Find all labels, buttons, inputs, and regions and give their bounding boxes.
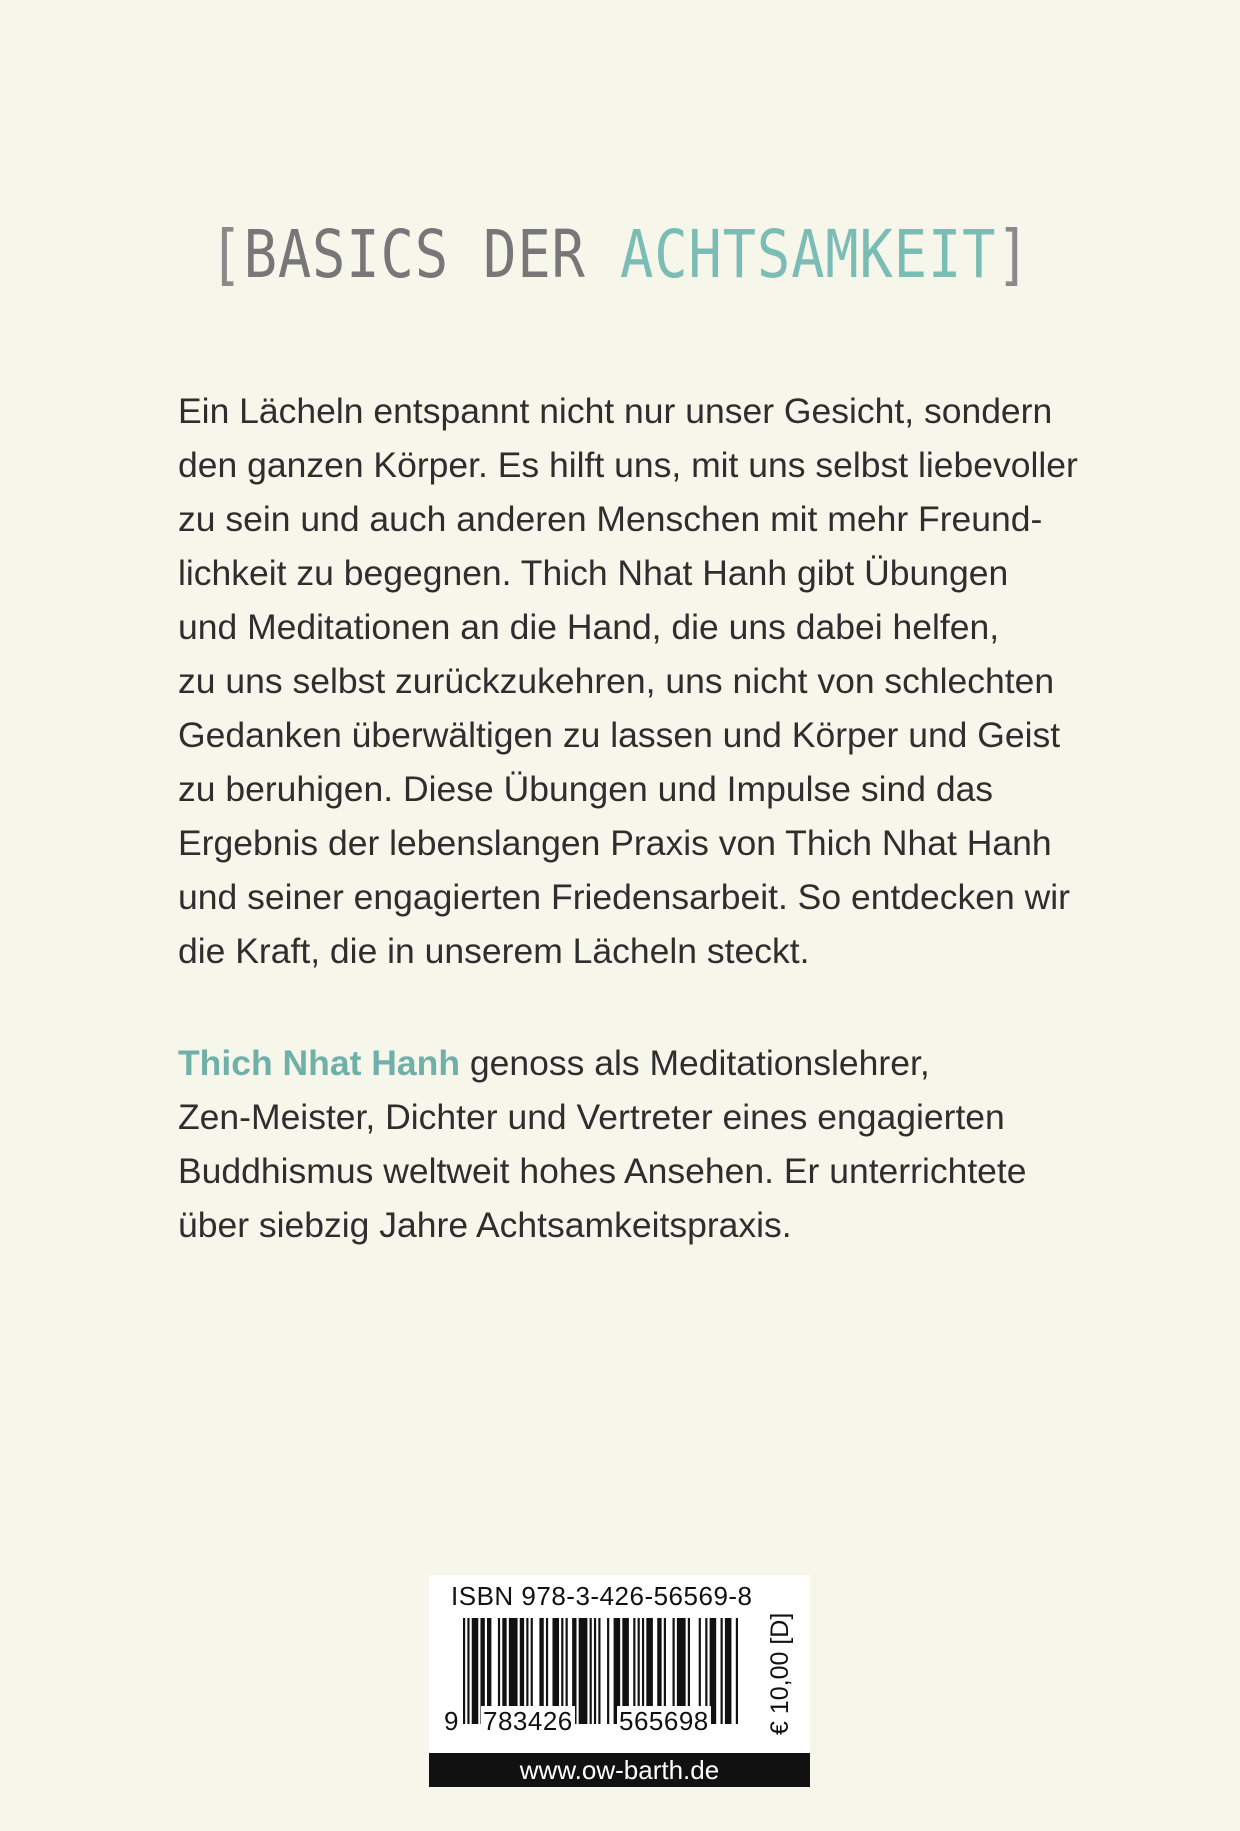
cover-heading bbox=[99, 216, 1141, 293]
bio-line bbox=[178, 1036, 1098, 1090]
heading-achtsamkeit: ACHTSAMKEIT bbox=[620, 216, 997, 293]
barcode-bar bbox=[579, 1618, 588, 1724]
bio-line: über siebzig Jahre Achtsamkeitspraxis. bbox=[178, 1205, 792, 1245]
bio-first-line-rest: genoss als Meditationslehrer, bbox=[460, 1043, 930, 1083]
barcode-bar bbox=[598, 1618, 600, 1724]
blurb-line: Ein Lächeln entspannt nicht nur unser Gesicht, sondern bbox=[178, 391, 1053, 431]
ean-left-digits: 783426 bbox=[483, 1706, 573, 1736]
ean-right-digits: 565698 bbox=[619, 1706, 709, 1736]
barcode-bar bbox=[721, 1618, 723, 1724]
blurb-line: zu uns selbst zurückzukehren, uns nicht von schlechten bbox=[178, 661, 1055, 701]
heading-close-bracket: ] bbox=[996, 216, 1031, 293]
barcode-bar bbox=[472, 1618, 479, 1724]
blurb-line: zu sein und auch anderen Menschen mit mehr Freund- bbox=[178, 499, 1043, 539]
barcode-box bbox=[429, 1575, 810, 1753]
barcode-bar bbox=[736, 1618, 738, 1724]
price-label: € 10,00 [D] bbox=[766, 1612, 794, 1735]
ean-first-digit: 9 bbox=[444, 1706, 459, 1736]
barcode-bar bbox=[607, 1618, 609, 1724]
barcode-bar bbox=[725, 1618, 732, 1724]
blurb-line: zu beruhigen. Diese Übungen und Impulse sind das bbox=[178, 769, 994, 809]
bio-line: Buddhismus weltweit hohes Ansehen. Er unterrichtete bbox=[178, 1151, 1027, 1191]
barcode-bar bbox=[467, 1618, 469, 1724]
barcode-bar bbox=[463, 1618, 465, 1724]
bio-line: Zen-Meister, Dichter und Vertreter eines engagierten bbox=[178, 1097, 1005, 1137]
author-bio bbox=[178, 1036, 1098, 1252]
author-name: Thich Nhat Hanh bbox=[178, 1043, 461, 1083]
blurb-line: die Kraft, die in unserem Lächeln steckt. bbox=[178, 931, 810, 971]
barcode-bar bbox=[594, 1618, 596, 1724]
heading-open-bracket: [ bbox=[209, 216, 244, 293]
isbn-label: ISBN 978-3-426-56569-8 bbox=[451, 1581, 753, 1611]
heading-basics-der: BASICS DER bbox=[243, 216, 620, 293]
blurb-line: den ganzen Körper. Es hilft uns, mit uns selbst liebevoller bbox=[178, 445, 1078, 485]
blurb-line: lichkeit zu begegnen. Thich Nhat Hanh gibt Übungen bbox=[178, 553, 1009, 593]
blurb-line: und seiner engagierten Friedensarbeit. So entdecken wir bbox=[178, 877, 1070, 917]
blurb-paragraph bbox=[178, 384, 1098, 978]
barcode-bar bbox=[590, 1618, 592, 1724]
blurb-line: Gedanken überwältigen zu lassen und Körper und Geist bbox=[178, 715, 1061, 755]
publisher-url: www.ow-barth.de bbox=[429, 1753, 810, 1787]
blurb-line: und Meditationen an die Hand, die uns dabei helfen, bbox=[178, 607, 1000, 647]
blurb-line: Ergebnis der lebenslangen Praxis von Thich Nhat Hanh bbox=[178, 823, 1052, 863]
